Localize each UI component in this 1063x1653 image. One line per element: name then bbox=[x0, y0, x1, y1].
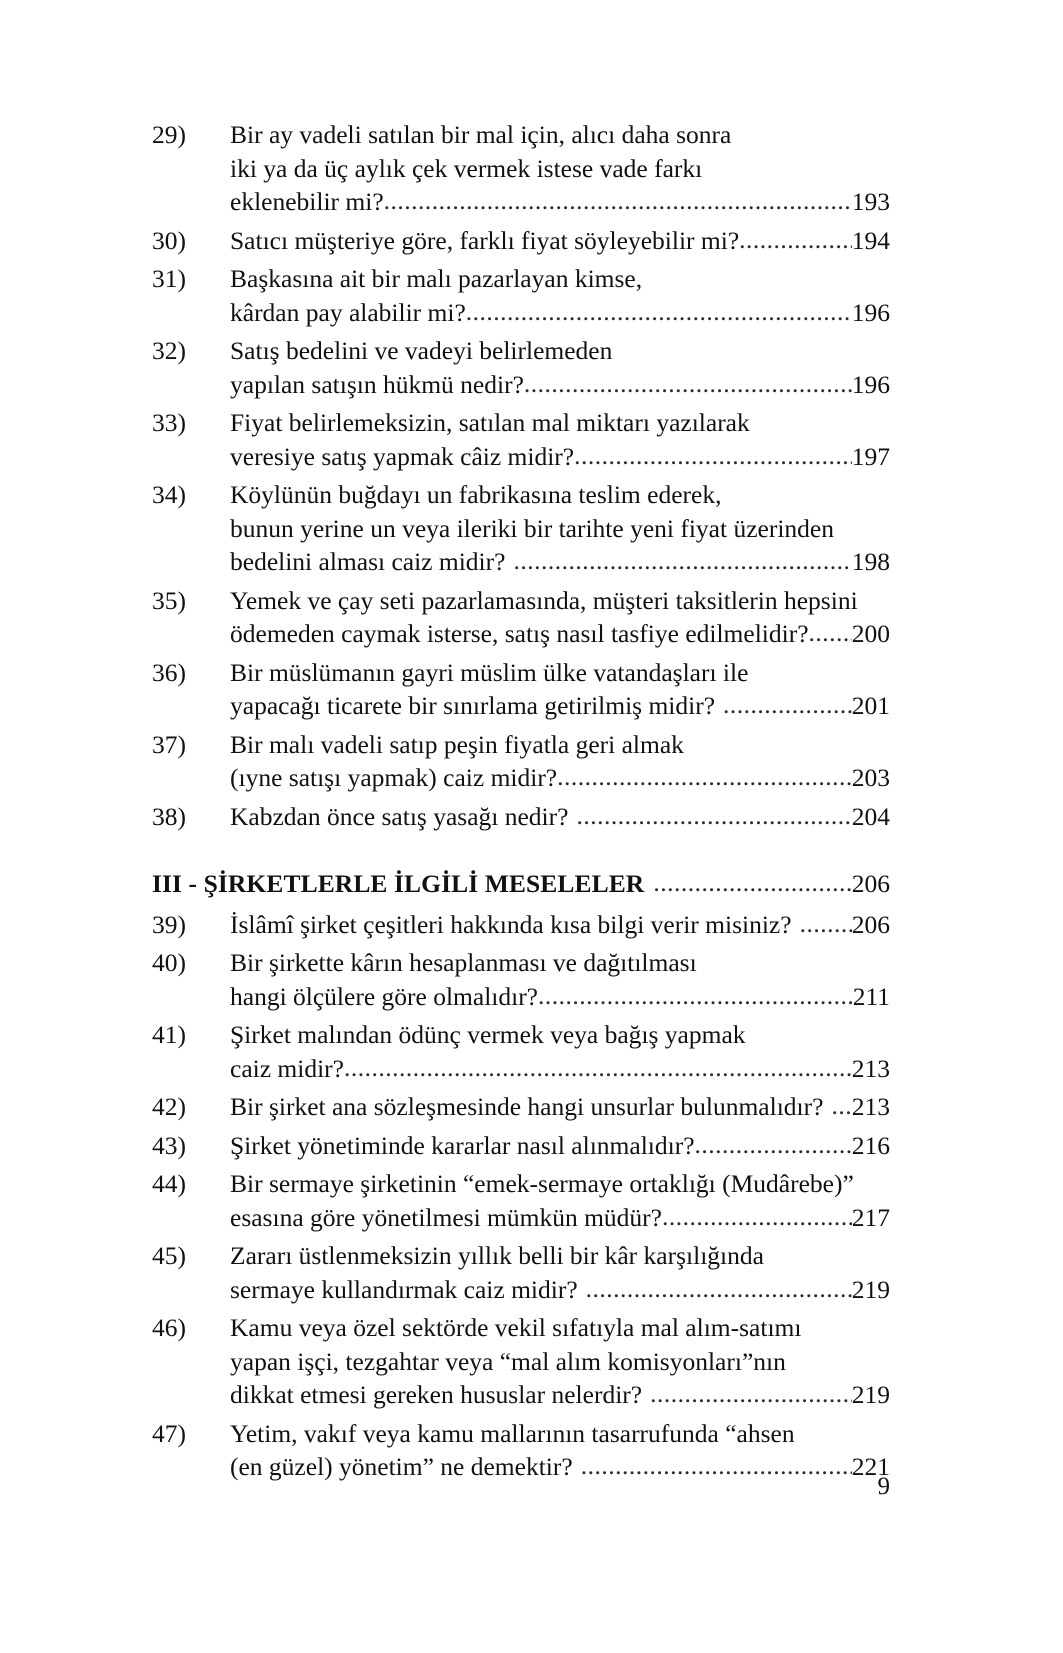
toc-entry-body bbox=[230, 946, 890, 1013]
toc-entry-body bbox=[230, 800, 890, 834]
toc-entry-page-number: 211 bbox=[852, 981, 890, 1011]
toc-entry-line: esasına göre yönetilmesi mümkün müdür? bbox=[230, 1202, 662, 1232]
toc-entry-page-number: 219 bbox=[851, 1380, 890, 1409]
toc-entry-line: Bir müslümanın gayri müslim ülke vatandaşları ile bbox=[230, 657, 749, 687]
toc-entry-line: bedelini alması caiz midir? bbox=[230, 547, 506, 576]
toc-entry[interactable] bbox=[152, 478, 890, 579]
toc-entry[interactable] bbox=[152, 1167, 890, 1234]
toc-entry-line: eklenebilir mi? bbox=[230, 187, 384, 216]
toc-entry-number: 43) bbox=[152, 1130, 186, 1160]
toc-entry-line: dikkat etmesi gereken hususlar nelerdir? bbox=[230, 1380, 643, 1409]
toc-entry[interactable] bbox=[152, 1239, 890, 1306]
toc-entry-page-number: 213 bbox=[851, 1053, 890, 1083]
toc-entry-body bbox=[230, 1311, 890, 1412]
toc-entry-last-line bbox=[230, 224, 890, 258]
toc-entry-number: 33) bbox=[152, 408, 186, 437]
toc-entry-number: 36) bbox=[152, 657, 186, 687]
toc-entry-line: yapacağı ticarete bir sınırlama getirilmiş midir? bbox=[230, 691, 716, 720]
toc-entry-body bbox=[230, 262, 890, 329]
dot-leader bbox=[695, 1128, 852, 1162]
toc-entry-last-line bbox=[230, 908, 890, 942]
toc-entry-number: 29) bbox=[152, 120, 186, 149]
toc-entry-number: 41) bbox=[152, 1020, 186, 1049]
toc-entry[interactable] bbox=[152, 224, 890, 258]
toc-entry-page-number: 198 bbox=[851, 547, 890, 576]
toc-entry[interactable] bbox=[152, 584, 890, 651]
toc-entry-last-line bbox=[230, 368, 890, 402]
toc-entry-line: Kabzdan önce satış yasağı nedir? bbox=[230, 801, 569, 831]
toc-entry-page-number: 201 bbox=[851, 691, 890, 720]
toc-entry-line: Satıcı müşteriye göre, farklı fiyat söyleyebilir mi? bbox=[230, 225, 740, 255]
page-folio-number: 9 bbox=[877, 1473, 890, 1500]
toc-entry-last-line bbox=[230, 761, 890, 795]
toc-entry-line: hangi ölçülere göre olmalıdır? bbox=[230, 981, 539, 1011]
toc-entry-last-line bbox=[230, 800, 890, 834]
toc-entry-body bbox=[230, 1167, 890, 1234]
toc-entry-last-line bbox=[230, 1273, 890, 1307]
dot-leader bbox=[384, 184, 852, 218]
toc-entry[interactable] bbox=[152, 1018, 890, 1085]
toc-entry-number: 31) bbox=[152, 264, 186, 293]
toc-entry[interactable] bbox=[152, 1311, 890, 1412]
toc-entry-line: Bir şirket ana sözleşmesinde hangi unsurlar bulunmalıdır? bbox=[230, 1092, 824, 1121]
toc-entry-line: Kamu veya özel sektörde vekil sıfatıyla mal alım-satımı bbox=[230, 1313, 802, 1342]
dot-leader bbox=[586, 1272, 852, 1306]
toc-entry-last-line bbox=[230, 545, 890, 579]
toc-entry-last-line bbox=[230, 1201, 890, 1235]
toc-entry-page-number: 204 bbox=[851, 801, 890, 831]
toc-entry-body bbox=[230, 1018, 890, 1085]
toc-entry-last-line bbox=[230, 1052, 890, 1086]
dot-leader bbox=[809, 616, 852, 650]
toc-entry-line: ödemeden caymak isterse, satış nasıl tasfiye edilmelidir? bbox=[230, 619, 809, 648]
toc-entry-line: Yemek ve çay seti pazarlamasında, müşteri taksitlerin hepsini bbox=[230, 585, 858, 615]
toc-entry-line: Şirket malından ödünç vermek veya bağış yapmak bbox=[230, 1020, 746, 1049]
toc-entry-line: Bir sermaye şirketinin “emek-sermaye ortaklığı (Mudârebe)” bbox=[230, 1169, 854, 1198]
toc-entry-line: Satış bedelini ve vadeyi belirlemeden bbox=[230, 336, 613, 365]
section-page-number: 206 bbox=[851, 869, 890, 898]
toc-entry-last-line bbox=[230, 440, 890, 474]
toc-entry-line: yapan işçi, tezgahtar veya “mal alım komisyonları”nın bbox=[230, 1346, 786, 1376]
toc-entry-line: caiz midir? bbox=[230, 1053, 344, 1083]
toc-entry-page-number: 213 bbox=[851, 1092, 890, 1121]
toc-entry-page-number: 193 bbox=[851, 187, 890, 216]
toc-entry-body bbox=[230, 1090, 890, 1124]
toc-entry[interactable] bbox=[152, 800, 890, 834]
toc-entry-page-number: 221 bbox=[851, 1452, 890, 1481]
toc-entry-body bbox=[230, 908, 890, 942]
toc-entry-line: Yetim, vakıf veya kamu mallarının tasarrufunda “ahsen bbox=[230, 1418, 795, 1448]
toc-entry-page-number: 197 bbox=[851, 441, 890, 471]
toc-entry-last-line bbox=[230, 980, 890, 1014]
toc-entry-line: Şirket yönetiminde kararlar nasıl alınmalıdır? bbox=[230, 1130, 695, 1160]
toc-entry-line: Bir malı vadeli satıp peşin fiyatla geri almak bbox=[230, 729, 684, 759]
toc-entry-number: 45) bbox=[152, 1241, 186, 1270]
toc-entry[interactable] bbox=[152, 1090, 890, 1124]
toc-entry-number: 38) bbox=[152, 801, 186, 831]
toc-entry-line: yapılan satışın hükmü nedir? bbox=[230, 369, 524, 399]
toc-entry-body bbox=[230, 118, 890, 219]
toc-entry-last-line bbox=[230, 617, 890, 651]
toc-entry-body bbox=[230, 478, 890, 579]
section-heading-title: III - ŞİRKETLERLE İLGİLİ MESELELER bbox=[152, 869, 645, 898]
dot-leader bbox=[576, 799, 851, 833]
toc-entry-line: Köylünün buğdayı un fabrikasına teslim ederek, bbox=[230, 480, 722, 509]
toc-section-heading-companies[interactable] bbox=[152, 867, 890, 901]
toc-entry-number: 39) bbox=[152, 909, 186, 939]
toc-entry-line: bunun yerine un veya ileriki bir tarihte yeni fiyat üzerinden bbox=[230, 513, 834, 543]
toc-entry-line: (ıyne satışı yapmak) caiz midir? bbox=[230, 763, 558, 792]
dot-leader bbox=[653, 866, 851, 900]
toc-entry-number: 30) bbox=[152, 225, 186, 255]
toc-entry-body bbox=[230, 728, 890, 795]
toc-entry-line: Başkasına ait bir malı pazarlayan kimse, bbox=[230, 264, 643, 293]
toc-entry-number: 40) bbox=[152, 948, 186, 977]
toc-entry-body bbox=[230, 1129, 890, 1163]
dot-leader bbox=[739, 223, 852, 257]
toc-entry-line: Bir şirkette kârın hesaplanması ve dağıtılması bbox=[230, 948, 697, 977]
dot-leader bbox=[344, 1051, 852, 1085]
table-of-contents bbox=[152, 118, 890, 1489]
toc-entry-number: 42) bbox=[152, 1092, 186, 1121]
toc-entry-number: 44) bbox=[152, 1169, 186, 1198]
dot-leader bbox=[538, 979, 853, 1013]
toc-entry-last-line bbox=[230, 1090, 890, 1124]
toc-entry-line: veresiye satış yapmak câiz midir? bbox=[230, 441, 575, 471]
toc-entry-line: İslâmî şirket çeşitleri hakkında kısa bilgi verir misiniz? bbox=[230, 909, 792, 939]
toc-entry-page-number: 203 bbox=[851, 763, 890, 792]
toc-entry-page-number: 206 bbox=[851, 909, 890, 939]
toc-entry-body bbox=[230, 406, 890, 473]
toc-entry-body bbox=[230, 1239, 890, 1306]
toc-entry[interactable] bbox=[152, 406, 890, 473]
toc-entry-body bbox=[230, 656, 890, 723]
toc-entry-last-line bbox=[230, 1378, 890, 1412]
toc-entry-page-number: 194 bbox=[851, 225, 890, 255]
dot-leader bbox=[524, 367, 852, 401]
toc-entry-line: iki ya da üç aylık çek vermek istese vade farkı bbox=[230, 153, 703, 183]
toc-entry-body bbox=[230, 224, 890, 258]
toc-entry-number: 34) bbox=[152, 480, 186, 509]
toc-entry-last-line bbox=[230, 296, 890, 330]
toc-entry-last-line bbox=[230, 1129, 890, 1163]
toc-entry-group-companies bbox=[152, 908, 890, 1484]
toc-entry-line: sermaye kullandırmak caiz midir? bbox=[230, 1274, 578, 1304]
toc-entry-page-number: 216 bbox=[851, 1130, 890, 1160]
toc-entry-page-number: 196 bbox=[851, 369, 890, 399]
toc-entry[interactable] bbox=[152, 334, 890, 401]
dot-leader bbox=[662, 1200, 852, 1234]
dot-leader bbox=[574, 439, 852, 473]
dot-leader bbox=[831, 1089, 851, 1123]
toc-entry-line: (en güzel) yönetim” ne demektir? bbox=[230, 1452, 573, 1481]
toc-entry-number: 37) bbox=[152, 729, 186, 759]
toc-entry-group-sales bbox=[152, 118, 890, 833]
toc-entry-page-number: 196 bbox=[851, 297, 890, 327]
dot-leader bbox=[557, 760, 852, 794]
toc-entry[interactable] bbox=[152, 728, 890, 795]
toc-entry-last-line bbox=[230, 185, 890, 219]
toc-entry-page-number: 200 bbox=[851, 619, 890, 648]
toc-entry[interactable] bbox=[152, 908, 890, 942]
toc-entry-line: kârdan pay alabilir mi? bbox=[230, 297, 466, 327]
toc-entry-body bbox=[230, 584, 890, 651]
toc-entry[interactable] bbox=[152, 946, 890, 1013]
toc-entry-number: 35) bbox=[152, 585, 186, 615]
toc-entry-number: 32) bbox=[152, 336, 186, 365]
dot-leader bbox=[650, 1377, 852, 1411]
dot-leader bbox=[513, 544, 851, 578]
toc-entry-line: Fiyat belirlemeksizin, satılan mal miktarı yazılarak bbox=[230, 408, 750, 437]
toc-entry-page-number: 219 bbox=[851, 1274, 890, 1304]
toc-entry-line: Bir ay vadeli satılan bir mal için, alıcı daha sonra bbox=[230, 120, 732, 149]
toc-entry-body bbox=[230, 334, 890, 401]
toc-entry[interactable] bbox=[152, 1129, 890, 1163]
toc-entry-page-number: 217 bbox=[851, 1202, 890, 1232]
toc-entry-line: Zararı üstlenmeksizin yıllık belli bir kâr karşılığında bbox=[230, 1241, 764, 1270]
toc-entry-last-line bbox=[230, 689, 890, 723]
toc-entry-number: 46) bbox=[152, 1313, 186, 1342]
toc-entry[interactable] bbox=[152, 656, 890, 723]
toc-entry-number: 47) bbox=[152, 1418, 186, 1448]
dot-leader bbox=[466, 295, 852, 329]
dot-leader bbox=[723, 688, 852, 722]
toc-entry[interactable] bbox=[152, 118, 890, 219]
toc-entry[interactable] bbox=[152, 262, 890, 329]
dot-leader bbox=[800, 907, 852, 941]
